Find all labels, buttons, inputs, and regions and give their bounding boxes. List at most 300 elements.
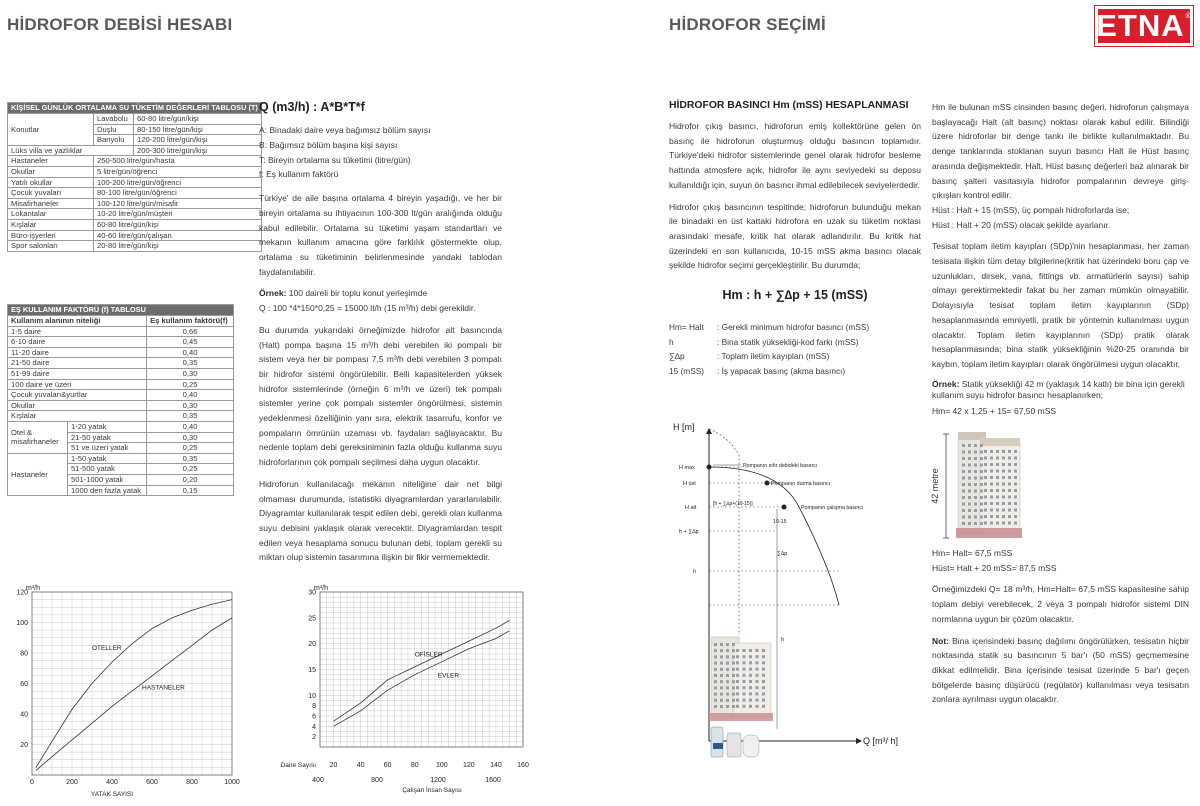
table-row xyxy=(8,390,234,401)
window xyxy=(984,509,987,512)
building-illustration-left xyxy=(709,637,773,721)
table-row xyxy=(8,421,234,432)
window xyxy=(732,643,735,646)
window xyxy=(984,502,987,505)
window xyxy=(749,655,752,658)
right-page-title: HİDROFOR SEÇİMİ xyxy=(669,15,826,34)
window xyxy=(756,655,759,658)
table-cell: Okullar xyxy=(8,166,94,177)
window xyxy=(1008,522,1011,525)
table-cell: 0,40 xyxy=(147,421,234,432)
window xyxy=(726,699,729,702)
level-hust: H üst xyxy=(683,481,696,487)
y-tick-label: 60 xyxy=(20,681,28,688)
table-cell: 0,30 xyxy=(147,432,234,443)
window xyxy=(974,457,977,460)
window xyxy=(714,680,717,683)
window xyxy=(720,680,723,683)
table-cell: 10-20 litre/gün/müşteri xyxy=(94,209,262,220)
x-tick-label: 80 xyxy=(410,762,419,769)
range-label: 10-15 xyxy=(773,519,787,525)
window xyxy=(749,668,752,671)
window xyxy=(962,516,965,519)
table-row xyxy=(8,379,234,390)
table-row xyxy=(8,326,234,337)
window xyxy=(990,483,993,486)
y-axis-label: m³/h xyxy=(314,585,328,592)
table-cell: Lavabolu xyxy=(94,114,134,125)
window xyxy=(996,502,999,505)
paragraph: Tesisat toplam iletim kayıpları (SDp)'nin hesaplanması, her zaman tesisata ilişkin tüm detay bilgilerine(kritik hat üzerindeki boru çap ve uzunlukları, dirsek, vana, fittings vb. armatürlerin sayısı) sahip olmayı gerektirmektedir fakat bu her zaman mümkün olmayabilir. Dolayısıyla tesisat toplam iletim kayıplarının (SDp) hesaplanmasında emniyetli, pratik bir yöntemin kullanılması uygun olacaktır. Toplam iletim kayıplarının (SDp) pratik olarak hesaplanmasında; bina statik yüksekliğinin %20-25 oranında bir kaybın, toplam iletim kayıpları olarak öngörülmesi uygun olacaktır. xyxy=(932,241,1189,369)
x-tick-label: 140 xyxy=(490,762,502,769)
example-line xyxy=(932,379,1189,401)
paragraph: Hidrofor çıkış basıncının tespitinde; hidroforun bulunduğu mekan ile binadaki en üst kattaki hidrofora en uzak su tüketim noktası arasındaki mesafe, kritik hat olarak adlandırılır. Bu kritik hat üzerindeki en son kullanıcıda, 10-15 mSS akma basıncı olacak şekilde hidrofor seçimi gerçekleştirilir. Bu durumda; xyxy=(669,201,921,271)
window xyxy=(984,450,987,453)
table-row xyxy=(8,400,234,411)
window xyxy=(1014,502,1017,505)
right-text xyxy=(932,100,1189,418)
window xyxy=(756,705,759,708)
window xyxy=(1002,515,1005,518)
window xyxy=(1002,502,1005,505)
window xyxy=(756,686,759,689)
window xyxy=(968,483,971,486)
window xyxy=(962,464,965,467)
window xyxy=(980,516,983,519)
shutoff-point xyxy=(707,465,712,470)
table-cell: 80-100 litre/gün/öğrenci xyxy=(94,188,262,199)
table-cell: Misafirhaneler xyxy=(8,198,94,209)
window xyxy=(1008,509,1011,512)
window xyxy=(749,692,752,695)
window xyxy=(736,692,739,695)
window xyxy=(990,489,993,492)
window xyxy=(990,450,993,453)
window xyxy=(756,649,759,652)
operating-label: Pompanın çalışma basıncı xyxy=(801,505,864,511)
window xyxy=(974,470,977,473)
otel-label: Otel & misafirhaneler xyxy=(8,421,68,453)
example-label: Örnek: xyxy=(259,288,287,299)
table-cell: Yatılı okullar xyxy=(8,177,94,188)
hastane-label: Hastaneler xyxy=(8,453,68,495)
window xyxy=(1014,489,1017,492)
window xyxy=(1014,496,1017,499)
window xyxy=(968,516,971,519)
x-tick-label: 40 xyxy=(356,762,365,769)
window xyxy=(990,470,993,473)
loss-label: ∑∆p xyxy=(777,551,788,557)
window xyxy=(968,496,971,499)
window xyxy=(732,668,735,671)
x-tick-label: 600 xyxy=(146,779,158,786)
window xyxy=(732,705,735,708)
etna-logo xyxy=(1095,6,1193,46)
left-page-title: HİDROFOR DEBİSİ HESABI xyxy=(7,15,233,34)
definition-line: f: Eş kullanım faktörü xyxy=(259,169,339,180)
example-line xyxy=(259,286,502,301)
table-cell: 21-50 daire xyxy=(8,358,147,369)
def-key: 15 (mSS) xyxy=(669,365,705,376)
window xyxy=(974,444,977,447)
window xyxy=(996,515,999,518)
window xyxy=(980,470,983,473)
window xyxy=(974,464,977,467)
window xyxy=(762,661,765,664)
table-cell: 0,20 xyxy=(147,474,234,485)
logo-text: ETNA xyxy=(1096,8,1185,43)
window xyxy=(762,680,765,683)
table-cell: 60-80 litre/gün/kişi xyxy=(94,219,262,230)
x-axis-label-2: Daire Sayısı xyxy=(280,762,316,769)
table-cell: Büro-işyerleri xyxy=(8,230,94,241)
def-key: Hm= Halt xyxy=(669,322,704,333)
system-line xyxy=(709,429,739,635)
window xyxy=(720,705,723,708)
window xyxy=(984,489,987,492)
window xyxy=(996,509,999,512)
window xyxy=(990,463,993,466)
x-tick-label: 60 xyxy=(383,762,392,769)
window xyxy=(984,457,987,460)
window xyxy=(720,699,723,702)
definition-row xyxy=(669,335,921,350)
x-tick-label: 160 xyxy=(517,762,529,769)
window xyxy=(990,457,993,460)
window xyxy=(980,490,983,493)
table-cell: Çocuk yuvaları&yurtlar xyxy=(8,390,147,401)
definition-row xyxy=(669,364,921,379)
y-tick-label: 4 xyxy=(312,723,316,731)
window xyxy=(736,661,739,664)
definition-row xyxy=(669,349,921,364)
window xyxy=(726,668,729,671)
pressure-formula: Hm : h + ∑∆p + 15 (mSS) xyxy=(722,288,868,303)
window xyxy=(990,515,993,518)
window xyxy=(743,699,746,702)
flow-formula: Q (m3/h) : A*B*T*f xyxy=(259,100,365,114)
window xyxy=(726,643,729,646)
window xyxy=(980,477,983,480)
window xyxy=(984,515,987,518)
window xyxy=(980,444,983,447)
window xyxy=(1008,515,1011,518)
window xyxy=(962,477,965,480)
konutlar-label: Konutlar xyxy=(8,114,94,146)
series-label: EVLER xyxy=(437,672,460,680)
middle-column xyxy=(259,100,502,572)
window xyxy=(974,503,977,506)
window xyxy=(720,643,723,646)
x-tick-label: 1000 xyxy=(224,779,240,786)
window xyxy=(743,661,746,664)
pump-tank xyxy=(711,727,723,757)
table-cell: 0,25 xyxy=(147,443,234,454)
x-tick-label: 20 xyxy=(329,762,338,769)
level-halt: H alt xyxy=(685,505,697,511)
x-axis-label: Çalışan İnsan Sayısı xyxy=(402,787,462,794)
window xyxy=(756,680,759,683)
window xyxy=(996,476,999,479)
window xyxy=(980,522,983,525)
window xyxy=(736,655,739,658)
window xyxy=(962,490,965,493)
window xyxy=(1014,522,1017,525)
formula-definitions xyxy=(259,123,502,182)
y-axis-label: m³/h xyxy=(26,585,40,592)
table-cell: 250-500 litre/gün/hasta xyxy=(94,156,262,167)
building-base xyxy=(709,713,773,721)
window xyxy=(1002,470,1005,473)
window xyxy=(714,655,717,658)
building-roof xyxy=(980,438,1020,446)
window xyxy=(749,699,752,702)
window xyxy=(1008,476,1011,479)
note-label: Not: xyxy=(932,635,949,646)
table-cell: 0,40 xyxy=(147,390,234,401)
window xyxy=(736,699,739,702)
x-axis-label: YATAK SAYISI xyxy=(90,791,134,798)
series-label: HASTANELER xyxy=(142,684,185,692)
building-illustration-right xyxy=(928,430,1028,542)
table-row xyxy=(8,198,262,209)
expansion-tank xyxy=(743,735,759,757)
table-cell: 0,30 xyxy=(147,400,234,411)
right-column xyxy=(932,100,1189,425)
window xyxy=(720,649,723,652)
window xyxy=(968,477,971,480)
pressure-text xyxy=(669,119,921,273)
series-line xyxy=(36,618,232,771)
window xyxy=(980,483,983,486)
window xyxy=(714,649,717,652)
window xyxy=(984,463,987,466)
window xyxy=(1002,463,1005,466)
window xyxy=(726,680,729,683)
paragraph: Bu durumda yukarıdaki örneğimizde hidrofor alt basıncında (Halt) pompa başına 15 m³/h debi verebilen iki pompalı bir sistem veya her bir pompası 7,5 m³/h debi verebilen 3 pompalı bir hidrofor sistemi öngörülebilir. Belli kapasitelerden yüksek hidrofor sistemlerinde (örneğin 6 m³/h ve üzeri) tek pompalı sistemler yerine çok pompalı sistemler öngörülmesi, sistemin yedeklenmesi özelliğinin yanı sıra, elektrik tasarrufu, konfor ve pompaların ömrünün uzaması vb. faydaları sağlayacaktır. Bu nedenle toplam debi gereksiniminin fazla olduğu kullanma suyu hidroforlarının çok pompalı seçilmesi daha uygun olacaktır. xyxy=(259,324,502,468)
note-paragraph xyxy=(932,634,1189,708)
table-row xyxy=(8,411,234,422)
x-tick-label: 800 xyxy=(186,779,198,786)
level-lines xyxy=(709,467,839,605)
building-height-label: 42 metre xyxy=(930,468,940,504)
window xyxy=(714,643,717,646)
window xyxy=(714,674,717,677)
stop-point xyxy=(765,481,770,486)
window xyxy=(732,686,735,689)
window xyxy=(968,503,971,506)
table-cell: 5 litre/gün/öğrenci xyxy=(94,166,262,177)
table-row xyxy=(8,337,234,348)
window xyxy=(990,509,993,512)
right-results xyxy=(932,546,1189,714)
window xyxy=(1014,457,1017,460)
definition-row xyxy=(669,320,921,335)
paragraph: Türkiye' de aile başına ortalama 4 bireyin yaşadığı, ve her bir bireyin ortalama su ihtiyacının 100-300 lt/gün aralığında olduğu kabul edilebilir. Ortalama su tüketimi yaşam standartları ve mekanın kullanım amacına göre farklılık göstermekte olup, ortalama su tüketiminin belirlenmesinde yandaki tablodan faydalanılabilir. xyxy=(259,193,502,277)
window xyxy=(1008,489,1011,492)
y-tick-label: 40 xyxy=(20,711,28,719)
window xyxy=(714,662,717,665)
window xyxy=(1002,522,1005,525)
window xyxy=(762,655,765,658)
window xyxy=(720,668,723,671)
window xyxy=(756,692,759,695)
window xyxy=(736,674,739,677)
window xyxy=(1008,457,1011,460)
y-tick-label: 120 xyxy=(16,589,28,597)
example-text: 100 daireli bir toplu konut yerleşimde xyxy=(288,288,428,299)
window xyxy=(984,476,987,479)
paragraph: Hidroforun kullanılacağı mekanın niteliğine dair net bilgi olmaması durumunda, istatistiki diyagramlardan yararlanılabilir. Diyagramlar kullanılarak tespit edilen debi, gerekli olan kullanma suyu debisini yaklaşık olarak verecektir. Diyagramlardan tespit edilen veya hesaplama sonucu bulunan debi, toplam gerekli su miktarı olup sistemin tasarımına ilişkin bir fikir vermemektedir. xyxy=(259,478,502,563)
window xyxy=(1014,450,1017,453)
window xyxy=(720,686,723,689)
window xyxy=(762,674,765,677)
window xyxy=(720,693,723,696)
window xyxy=(1002,450,1005,453)
table-cell: 1000 den fazla yatak xyxy=(68,485,147,496)
window xyxy=(974,451,977,454)
window xyxy=(732,655,735,658)
daily-consumption-table xyxy=(7,102,262,252)
level-hsum: h + ∑∆p xyxy=(679,529,699,535)
window xyxy=(1002,476,1005,479)
table-cell: 51-500 yatak xyxy=(68,464,147,475)
example-label: Örnek: xyxy=(932,378,960,389)
window xyxy=(996,489,999,492)
window xyxy=(984,470,987,473)
window xyxy=(962,496,965,499)
definition-line: T: Bireyin ortalama su tüketimi (litre/gün) xyxy=(259,154,411,165)
window xyxy=(1014,515,1017,518)
window xyxy=(749,686,752,689)
def-value: : Bina statik yüksekliği-kod farkı (mSS) xyxy=(717,336,859,347)
window xyxy=(762,705,765,708)
paragraph: Örneğimizdeki Q= 18 m³/h, Hm=Halt= 67,5 mSS kapasitesine sahip toplam debiyi verebilecek, 2 veya 3 pompalı hidrofor sistemi DIN normlarına uygun bir çözüm olacaktır. xyxy=(932,584,1189,624)
table-cell: 0,15 xyxy=(147,485,234,496)
window xyxy=(974,522,977,525)
window xyxy=(714,668,717,671)
table-cell: 51-99 daire xyxy=(8,368,147,379)
table-row xyxy=(8,241,262,252)
chart-grid xyxy=(32,592,232,775)
window xyxy=(962,444,965,447)
table-cell: Çocuk yuvaları xyxy=(8,188,94,199)
note-text: Bina içerisindeki basınç dağılımı öngörülürken, tesisatın hiçbir noktasında statik su basıncının 5 bar'ı (50 mSS) geçmemesine dikkat edilmelidir. Bina içerisinde tesisat üzerinde 5 bar'ı geçen bölgelerde basınç düşürücü (regülatör) kullanılması veya tesisatın zonlara ayrılması uygun olacaktır. xyxy=(932,635,1189,705)
y-tick-label: 8 xyxy=(312,703,316,711)
logo-mark: ® xyxy=(1185,12,1192,20)
chart-hotels-hospitals xyxy=(2,582,242,802)
window xyxy=(996,522,999,525)
table-cell: 1-20 yatak xyxy=(68,421,147,432)
window xyxy=(974,516,977,519)
window xyxy=(968,522,971,525)
hydrophore-unit xyxy=(711,727,759,757)
table-cell: Kışlalar xyxy=(8,219,94,230)
window xyxy=(968,457,971,460)
window xyxy=(732,649,735,652)
stop-label: Pompanın durma basıncı xyxy=(771,481,831,487)
table-cell: 0,35 xyxy=(147,453,234,464)
window xyxy=(1014,509,1017,512)
table-row xyxy=(8,188,262,199)
pump-curve xyxy=(709,467,839,605)
y-tick-label: 25 xyxy=(308,615,316,623)
window xyxy=(990,522,993,525)
window xyxy=(743,655,746,658)
table-cell: 100 daire ve üzeri xyxy=(8,379,147,390)
window xyxy=(726,674,729,677)
window xyxy=(720,674,723,677)
table-cell: Kışlalar xyxy=(8,411,147,422)
window xyxy=(1002,483,1005,486)
def-value: : Gerekli minimum hidrofor basıncı (mSS) xyxy=(717,322,870,333)
table-cell: 0,35 xyxy=(147,411,234,422)
definition-line: B: Bağımsız bölüm başına kişi sayısı xyxy=(259,139,398,150)
window xyxy=(756,661,759,664)
table-cell: 60-80 litre/gün/kişi xyxy=(134,114,262,125)
table-cell: Banyolu xyxy=(94,135,134,146)
window xyxy=(984,522,987,525)
table-cell: 40-60 litre/gün/çalışan xyxy=(94,230,262,241)
example-text: Statik yüksekliği 42 m (yaklaşık 14 katlı) bir bina için gerekli kullanım suyu hidrofor basıncı hesaplanırken; xyxy=(932,378,1185,400)
window xyxy=(1002,509,1005,512)
example-calc: Hm= 42 x 1,25 + 15= 67,50 mSS xyxy=(932,405,1057,416)
window xyxy=(996,457,999,460)
window xyxy=(749,661,752,664)
table-cell: 1-50 yatak xyxy=(68,453,147,464)
window xyxy=(749,649,752,652)
table-row xyxy=(8,230,262,241)
table-cell: Lokantalar xyxy=(8,209,94,220)
window xyxy=(1008,483,1011,486)
window xyxy=(726,693,729,696)
window xyxy=(968,444,971,447)
series-label: OFİSLER xyxy=(414,651,443,659)
table-cell: 0,45 xyxy=(147,337,234,348)
window xyxy=(732,680,735,683)
def-value: : İş yapacak basınç (akma basıncı) xyxy=(717,365,846,376)
table-cell: 0,35 xyxy=(147,358,234,369)
level-h: h xyxy=(693,569,697,575)
window xyxy=(980,496,983,499)
window xyxy=(990,502,993,505)
window xyxy=(726,705,729,708)
y-tick-label: 6 xyxy=(312,713,316,721)
series-label: OTELLER xyxy=(92,644,122,652)
table-cell: 6-10 daire xyxy=(8,337,147,348)
table-row xyxy=(8,145,262,156)
y-tick-label: 80 xyxy=(20,650,28,658)
window xyxy=(726,662,729,665)
table-cell: 0,25 xyxy=(147,379,234,390)
table-cell: 100-120 litre/gün/misafir xyxy=(94,198,262,209)
pressure-definitions xyxy=(669,320,921,378)
table-cell: 0,30 xyxy=(147,368,234,379)
window xyxy=(762,668,765,671)
window xyxy=(990,476,993,479)
table-cell: 0,66 xyxy=(147,326,234,337)
window xyxy=(980,457,983,460)
window xyxy=(726,686,729,689)
window xyxy=(714,699,717,702)
x-tick-label: 120 xyxy=(463,762,475,769)
window xyxy=(1014,483,1017,486)
window xyxy=(1008,463,1011,466)
window xyxy=(743,674,746,677)
table-row xyxy=(8,453,234,464)
middle-text xyxy=(259,191,502,565)
window xyxy=(974,477,977,480)
